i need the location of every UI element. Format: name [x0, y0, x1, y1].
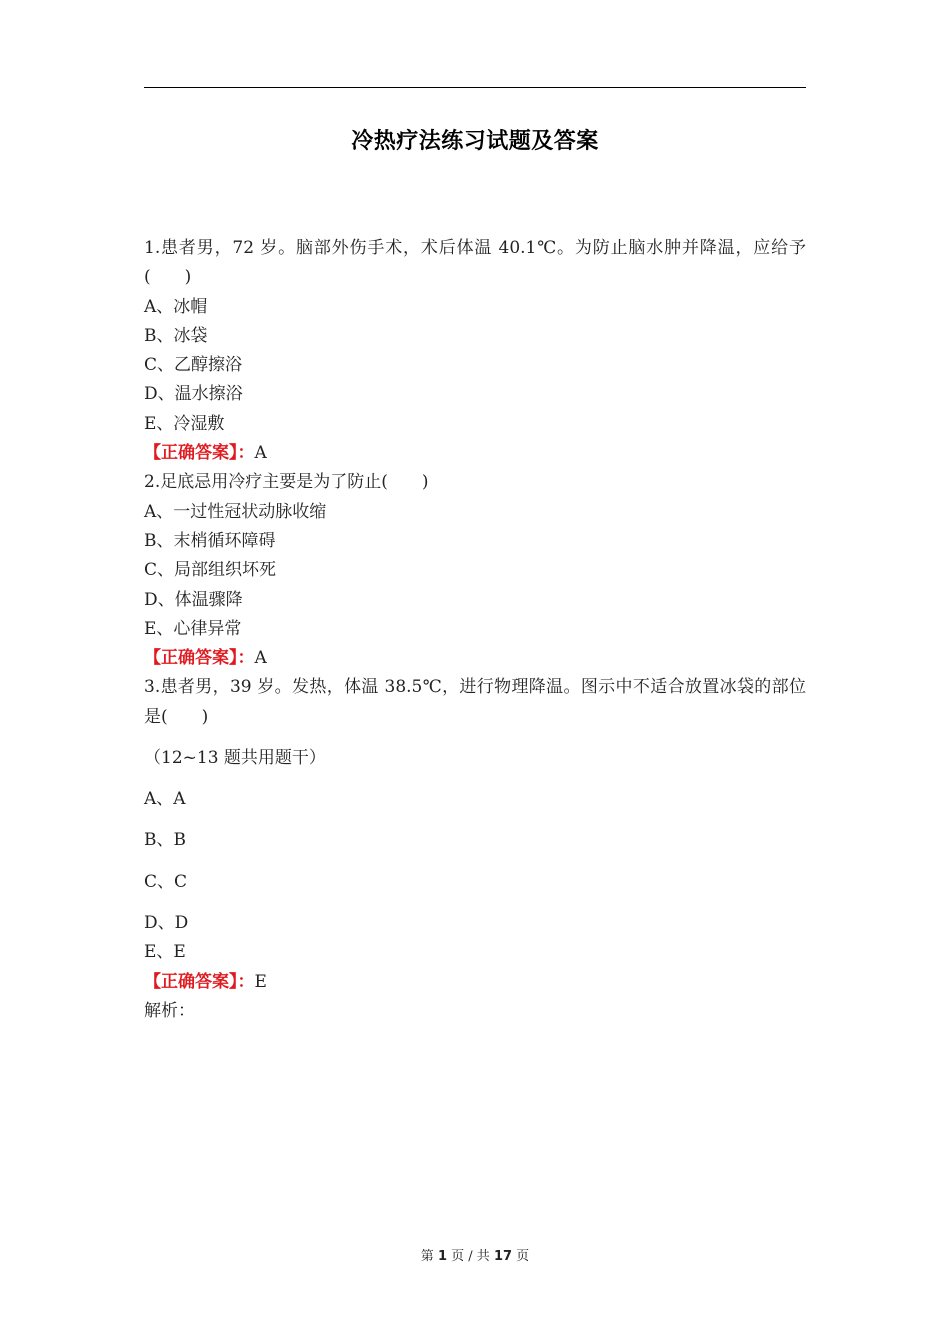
answer-value: E: [254, 971, 267, 992]
option-c: C、C: [144, 871, 188, 892]
question-3: [144, 673, 806, 1026]
option-b: B、冰袋: [144, 325, 208, 346]
footer-middle: 页 / 共: [451, 1249, 490, 1264]
footer-prefix: 第: [420, 1249, 434, 1264]
question-stem: 3.患者男，39 岁。发热，体温 38.5℃，进行物理降温。图示中不适合放置冰袋的部位是( ): [144, 677, 806, 727]
question-stem: 2.足底忌用冷疗主要是为了防止( ): [144, 472, 429, 493]
answer-value: A: [254, 648, 267, 669]
option-d: D、温水擦浴: [144, 384, 243, 405]
option-a: A、一过性冠状动脉收缩: [144, 501, 327, 522]
question-stem: 1.患者男，72 岁。脑部外伤手术，术后体温 40.1℃。为防止脑水肿并降温，应给予( ): [144, 238, 806, 288]
question-2: [144, 468, 806, 673]
option-c: C、乙醇擦浴: [144, 355, 243, 376]
header-rule: [144, 87, 806, 88]
total-page-count: 17: [493, 1249, 513, 1264]
question-1: [144, 234, 806, 468]
question-list: [144, 234, 806, 1026]
option-d: D、体温骤降: [144, 589, 243, 610]
correct-answer: [144, 644, 806, 673]
option-e: E、冷湿敷: [144, 413, 225, 434]
option-a: A、冰帽: [144, 296, 208, 317]
correct-answer: [144, 968, 806, 997]
option-d: D、D: [144, 912, 189, 933]
answer-label: 【正确答案】：: [144, 971, 255, 992]
document-title: 冷热疗法练习试题及答案: [351, 129, 599, 154]
option-a: A、A: [144, 789, 186, 810]
answer-label: 【正确答案】：: [144, 443, 255, 464]
footer-suffix: 页: [516, 1249, 530, 1264]
shared-stem-note: （12~13 题共用题干）: [144, 748, 326, 769]
current-page-number: 1: [437, 1249, 447, 1264]
option-b: B、末梢循环障碍: [144, 530, 276, 551]
analysis-label: 解析：: [144, 1000, 195, 1021]
option-e: E、心律异常: [144, 618, 242, 639]
option-c: C、局部组织坏死: [144, 560, 277, 581]
page-footer: [0, 1245, 950, 1264]
option-e: E、E: [144, 942, 186, 963]
option-b: B、B: [144, 830, 186, 851]
answer-label: 【正确答案】：: [144, 648, 255, 669]
answer-value: A: [254, 443, 267, 464]
correct-answer: [144, 439, 806, 468]
